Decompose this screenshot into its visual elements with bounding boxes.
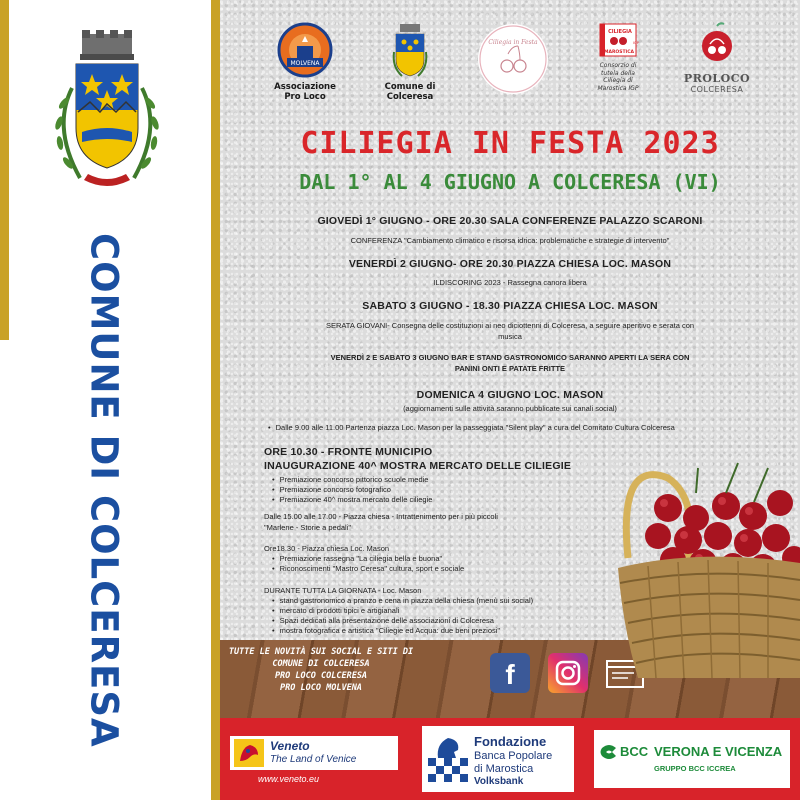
bcc-mark-icon [600,742,618,762]
ciliegia-in-festa-logo [478,24,548,94]
svg-text:f: f [505,659,515,690]
fondazione-sponsor: Fondazione Banca Popolare di Marostica Volksbank [422,726,574,792]
cherry-emblem-icon [700,22,734,68]
domenica-list [268,423,675,433]
inaugurazione-list [272,475,432,505]
event-poster [220,0,800,718]
svg-text:Ciliegia in Festa: Ciliegia in Festa [488,39,538,46]
cherry-basket-icon [598,448,800,678]
list-item: • Riconoscimenti "Mastro Ceresa" cultura, sport e sociale [272,564,464,574]
proloco-molvena-logo: MOLVENA Associazione Pro Loco [270,22,340,102]
sabato-heading: SABATO 3 GIUGNO - 18.30 PIAZZA CHIESA LOC. MASON [362,300,658,312]
svg-text:MAROSTICA: MAROSTICA [603,50,635,55]
giornata-list [272,596,533,636]
list-item: • Premiazione concorso fotografico [272,485,432,495]
giovedi-heading: GIOVEDÌ 1° GIUGNO - ORE 20.30 SALA CONFERENZE PALAZZO SCARONI [317,215,703,227]
facebook-icon[interactable] [490,653,530,693]
list-item: • mercato di prodotti tipici e artigianali [272,606,533,616]
gold-divider-bar [211,0,220,800]
venerdi-heading: VENERDÌ 2 GIUGNO- ORE 20.30 PIAZZA CHIESA LOC. MASON [348,258,672,270]
consorzio-badge-icon [598,24,638,58]
list-item: • Spazi dedicati alla presentazione delle associazioni di Colceresa [272,616,533,626]
sabato-text-1: SERATA GIOVANI- Consegna delle costituzioni ai neo diciottenni di Colceresa, a seguire aperitivo e serata con [325,321,695,330]
gold-accent-bar [0,0,9,340]
ore1830-heading: Ore18.30 - Piazza chiesa Loc. Mason [264,544,390,553]
proloco-colceresa-logo: PROLOCO COLCERESA [672,22,762,94]
bar-text-2: PANINI ONTI E PATATE FRITTE [454,364,566,373]
list-item: • Dalle 9.00 alle 11.00 Partenza piazza Loc. Mason per la passeggiata "Silent play" a cura del Comitato Cultura Colceresa [268,423,675,433]
ore1030-heading: ORE 10.30 - FRONTE MUNICIPIO [264,446,433,458]
instagram-icon[interactable] [548,653,588,693]
pomeriggio-text-1: Dalle 15.00 alle 17.00 - Piazza chiesa - Intrattenimento per i più piccoli [264,512,498,521]
vertical-title: COMUNE DI COLCERESA [82,232,126,748]
inaugurazione-heading: INAUGURAZIONE 40^ MOSTRA MERCATO DELLE CILIEGIE [264,460,572,472]
comune-shield-icon [392,22,428,78]
fondazione-knight-icon [428,734,468,784]
list-item: • stand gastronomico a pranzo e cena in piazza della chiesa (menù sui social) [272,596,533,606]
bcc-sponsor: BCC VERONA E VICENZA GRUPPO BCC ICCREA [594,730,790,788]
sabato-text-2: musica [498,332,522,341]
list-item: • Premiazione rassegna "La ciliegia bella e buona" [272,554,464,564]
left-panel [0,0,220,800]
svg-text:CILIEGIA: CILIEGIA [608,29,632,35]
domenica-heading: DOMENICA 4 GIUGNO LOC. MASON [416,389,604,401]
list-item: • mostra fotografica e artistica "Ciliegie ed Acqua: due beni preziosi" [272,626,533,636]
venerdi-text: ILDISCORING 2023 - Rassegna canora libera [433,278,587,287]
list-item: • Premiazione 40^ mostra mercato delle ciliegie [272,495,432,505]
bar-text-1: VENERDÌ 2 E SABATO 3 GIUGNO BAR E STAND GASTRONOMICO SARANNO APERTI LA SERA CON [330,353,690,362]
giornata-heading: DURANTE TUTTA LA GIORNATA - Loc. Mason [264,586,422,595]
comune-logo: Comune di Colceresa [380,22,440,102]
comune-crest-icon [42,28,172,193]
veneto-sponsor: Veneto The Land of Venice www.veneto.eu [230,730,400,788]
svg-text:MOLVENA: MOLVENA [290,60,320,67]
event-title: CILIEGIA IN FESTA 2023 [300,126,720,161]
proloco-molvena-emblem-icon [277,22,333,78]
svg-text:IGP: IGP [633,41,639,45]
event-subtitle: DAL 1° AL 4 GIUGNO A COLCERESA (VI) [299,170,721,194]
cherry-logo-icon [478,24,548,94]
domenica-note: (aggiornamenti sulle attività saranno pubblicate sui canali social) [403,404,617,413]
giovedi-text: CONFERENZA "Cambiamento climatico e risorsa idrica: problematiche e strategie di intervento" [350,236,670,245]
pomeriggio-text-2: "Marlene - Storie a pedali" [264,523,352,532]
consorzio-marostica-logo: CILIEGIA MAROSTICA IGP Consorzio di tutela della Ciliegia di Marostica IGP [588,24,648,92]
veneto-lion-icon [234,739,264,767]
social-note: TUTTE LE NOVITÀ SUI SOCIAL E SITI DI COMUNE DI COLCERESA PRO LOCO COLCERESA PRO LOCO MOLVENA [228,647,414,693]
veneto-url: www.veneto.eu [258,774,320,784]
list-item: • Premiazione concorso pittorico scuole medie [272,475,432,485]
sponsor-footer [220,718,800,800]
ore1830-list [272,554,464,574]
